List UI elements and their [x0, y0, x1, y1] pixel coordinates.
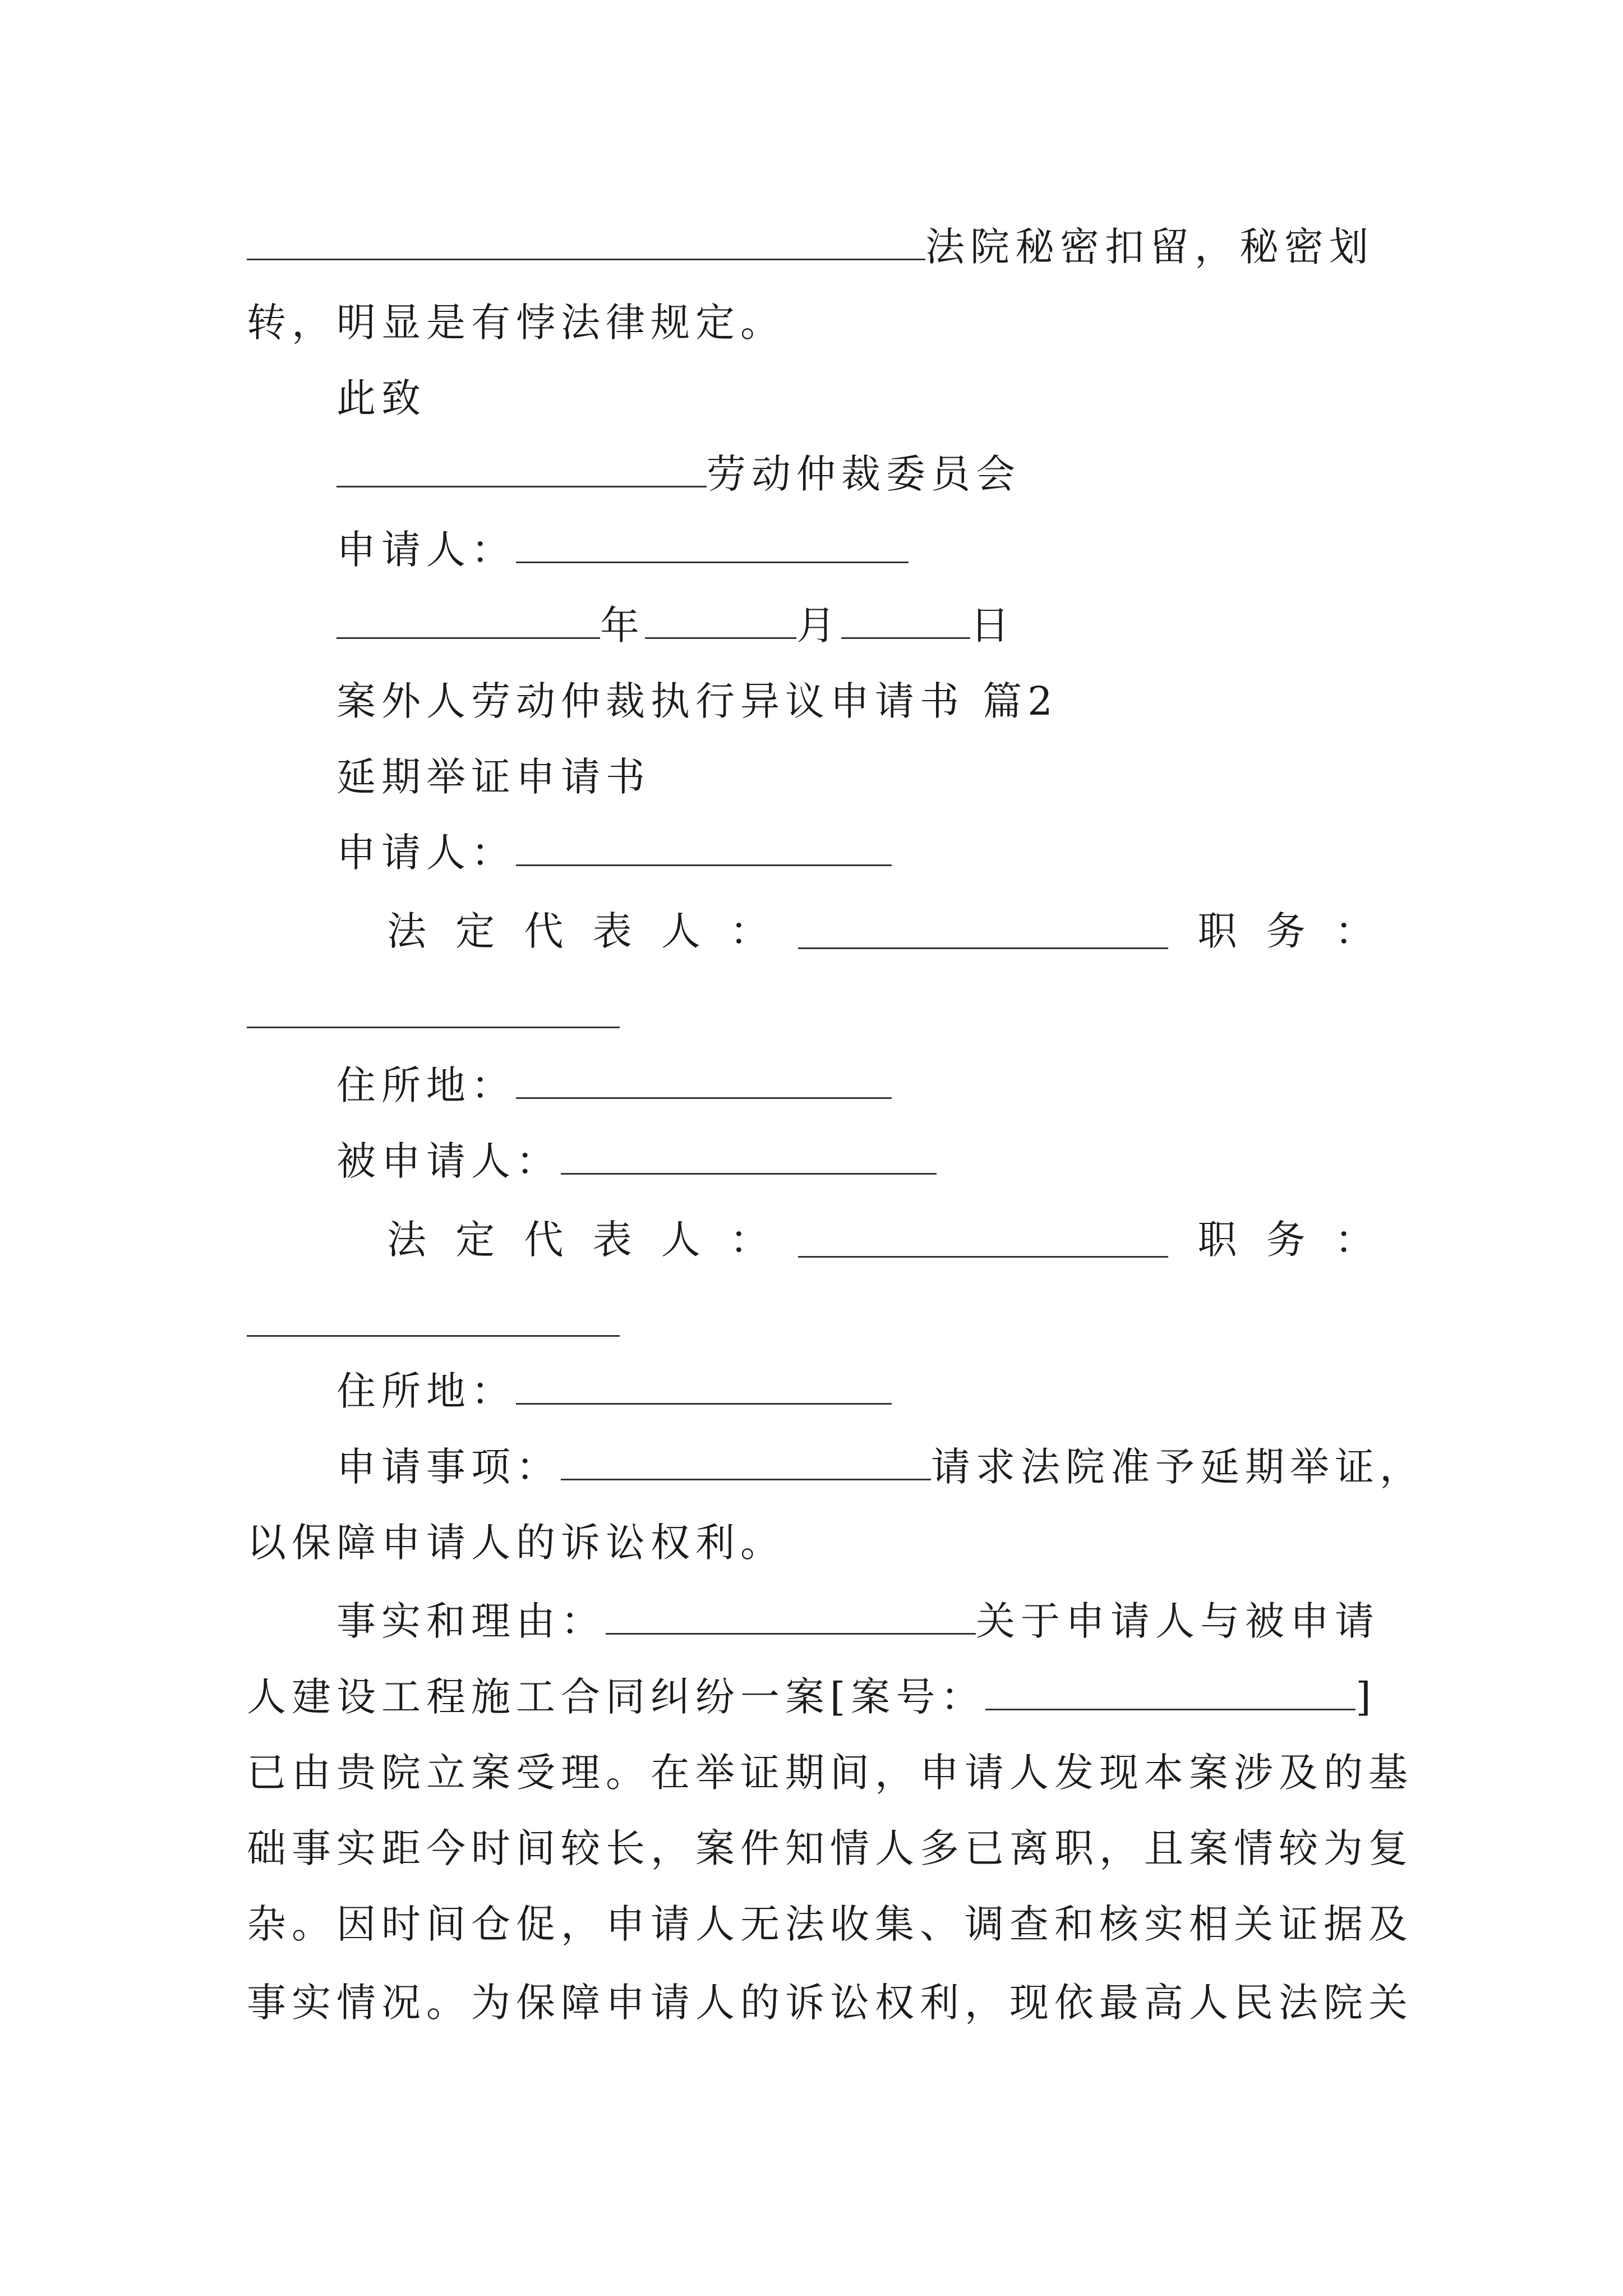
- line-text: 杂。因时间仓促，申请人无法收集、调查和核实相关证据及: [247, 1901, 1413, 1947]
- applicant-line: [336, 819, 1385, 886]
- line-text: 事实情况。为保障申请人的诉讼权利，现依最高人民法院关: [247, 1980, 1413, 2026]
- case-number-blank: [985, 1665, 1355, 1710]
- legal-rep-char: 代: [524, 908, 564, 954]
- position-char: ：: [1334, 1217, 1374, 1263]
- text-line: [247, 213, 1385, 280]
- text-line: [247, 1969, 1413, 2036]
- legal-rep-char: 代: [524, 1217, 564, 1263]
- year-label: 年: [600, 602, 645, 648]
- heading-text: 案外人劳动仲裁执行异议申请书 篇2: [336, 678, 1058, 724]
- day-label: 日: [970, 602, 1015, 648]
- legal-rep-line: [387, 1206, 1374, 1273]
- position-char: 职: [1197, 908, 1237, 954]
- field-label: 被申请人：: [336, 1138, 561, 1184]
- reasons-line: [336, 1588, 1385, 1655]
- blank-field: [516, 821, 892, 866]
- position-char: 务: [1266, 1217, 1306, 1263]
- applicant-line: [336, 516, 1385, 583]
- section-heading: [336, 668, 1385, 735]
- bracket-close: ]: [1355, 1674, 1377, 1720]
- position-char: 务: [1266, 908, 1306, 954]
- request-text: 请求法院准予延期举证，: [931, 1444, 1424, 1490]
- text-line: [247, 1739, 1413, 1806]
- blank-field: [516, 1359, 892, 1405]
- blank-field: [645, 593, 796, 639]
- field-label: 申请人：: [336, 830, 516, 876]
- address-line: [336, 1052, 1385, 1119]
- month-label: 月: [796, 602, 841, 648]
- date-line: [336, 592, 1385, 659]
- text-line: [247, 1815, 1413, 1882]
- blank-field: [841, 593, 970, 639]
- blank-field: [336, 442, 707, 487]
- text-line: [247, 289, 1385, 356]
- respondent-line: [336, 1128, 1385, 1195]
- blank-field: [561, 1435, 931, 1480]
- position-char: 职: [1197, 1217, 1237, 1263]
- recipient-line: [336, 440, 1385, 508]
- blank-field: [247, 1335, 620, 1337]
- recipient-text: 劳动仲裁委员会: [707, 451, 1021, 497]
- line-text: 础事实距今时间较长，案件知情人多已离职，且案情较为复: [247, 1825, 1413, 1871]
- legal-rep-line: [387, 898, 1374, 965]
- document-title: [336, 743, 1385, 811]
- legal-rep-char: 表: [592, 908, 632, 954]
- line-text: 法院秘密扣留，秘密划: [925, 224, 1374, 270]
- position-char: ：: [1334, 908, 1374, 954]
- line-text: 以保障申请人的诉讼权利。: [247, 1520, 785, 1566]
- legal-rep-char: 定: [455, 908, 495, 954]
- blank-field: [516, 518, 909, 563]
- field-label: 申请人：: [336, 527, 516, 573]
- blank-field: [798, 1222, 1168, 1258]
- blank-field: [798, 914, 1168, 949]
- blank-field: [561, 1129, 937, 1175]
- field-label: 申请事项：: [336, 1444, 561, 1490]
- case-number-line: [247, 1663, 1385, 1731]
- salutation: [336, 365, 1385, 432]
- legal-rep-char: ：: [730, 908, 769, 954]
- line-text: 人建设工程施工合同纠纷一案[案号：: [247, 1674, 986, 1720]
- legal-rep-char: 定: [455, 1217, 495, 1263]
- text-line: [247, 1890, 1413, 1958]
- blank-field: [247, 1027, 620, 1028]
- line-text: 已由贵院立案受理。在举证期间，申请人发现本案涉及的基: [247, 1750, 1413, 1796]
- blank-field: [247, 215, 925, 260]
- legal-rep-char: 表: [592, 1217, 632, 1263]
- field-label: 住所地：: [336, 1062, 516, 1108]
- address-line: [336, 1358, 1385, 1425]
- blank-field: [606, 1589, 976, 1635]
- field-label: 事实和理由：: [336, 1598, 606, 1644]
- salutation-text: 此致: [336, 375, 426, 421]
- request-line: [336, 1433, 1424, 1501]
- legal-rep-char: ：: [730, 1217, 769, 1263]
- title-text: 延期举证申请书: [336, 754, 651, 800]
- legal-rep-char: 人: [661, 1217, 700, 1263]
- legal-rep-char: 法: [387, 908, 426, 954]
- legal-rep-char: 法: [387, 1217, 426, 1263]
- reasons-text: 关于申请人与被申请: [976, 1598, 1380, 1644]
- line-text: 转，明显是有悖法律规定。: [247, 300, 785, 346]
- blank-field: [516, 1053, 892, 1099]
- legal-rep-char: 人: [661, 908, 700, 954]
- blank-field: [336, 593, 600, 639]
- text-line: [247, 1509, 1385, 1576]
- field-label: 住所地：: [336, 1368, 516, 1414]
